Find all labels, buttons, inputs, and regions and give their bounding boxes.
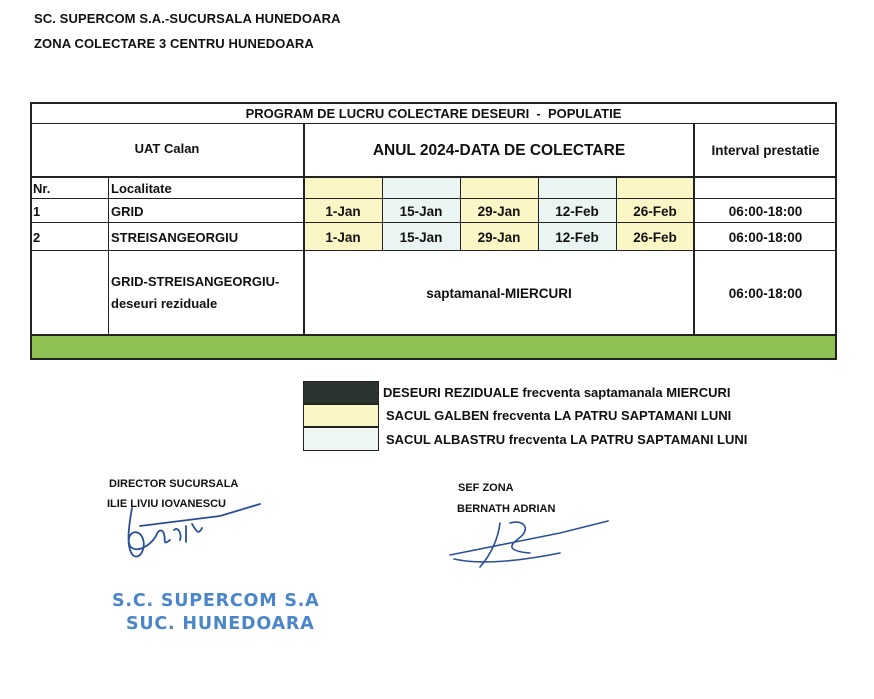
chief-name: BERNATH ADRIAN [457, 503, 556, 515]
legend-text-blue: SACUL ALBASTRU frecventa LA PATRU SAPTAMANI LUNI [386, 432, 748, 447]
director-title: DIRECTOR SUCURSALA [109, 478, 239, 490]
date-cell: 29-Jan [460, 223, 538, 251]
collection-schedule-table [30, 102, 837, 359]
grid-line [30, 222, 837, 223]
legend-swatch-blue [303, 427, 379, 451]
interval-label: Interval prestatie [711, 143, 820, 158]
col-localitate-header: Localitate [111, 180, 172, 196]
col-nr-header: Nr. [33, 180, 51, 196]
grid-line [30, 176, 837, 178]
date-cell: 1-Jan [304, 223, 382, 251]
grid-line [30, 102, 32, 360]
grid-line [108, 177, 109, 335]
row-localitate: GRID [111, 203, 144, 219]
residual-interval: 06:00-18:00 [728, 285, 803, 301]
date-cell: 29-Jan [460, 199, 538, 223]
date-cell: 1-Jan [304, 199, 382, 223]
chief-signature-icon [440, 515, 630, 580]
header-fill-blue [382, 177, 460, 199]
director-name: ILIE LIVIU IOVANESCU [107, 498, 226, 510]
uat-label: UAT Calan [134, 141, 200, 156]
date-cell: 15-Jan [382, 223, 460, 251]
grid-line [303, 124, 305, 335]
company-name: SC. SUPERCOM S.A.-SUCURSALA HUNEDOARA [34, 11, 341, 26]
row-interval: 06:00-18:00 [728, 203, 803, 219]
grid-line [30, 198, 837, 199]
grid-line [30, 123, 837, 124]
header-fill-yellow [460, 177, 538, 199]
zone-name: ZONA COLECTARE 3 CENTRU HUNEDOARA [34, 36, 314, 51]
residual-localitate-line1: GRID-STREISANGEORGIU- [111, 274, 280, 289]
row-localitate: STREISANGEORGIU [111, 229, 239, 245]
date-cell: 26-Feb [616, 199, 694, 223]
grid-line [693, 124, 695, 335]
header-fill-yellow [616, 177, 694, 199]
legend-text-yellow: SACUL GALBEN frecventa LA PATRU SAPTAMANI LUNI [386, 408, 732, 423]
grid-line [30, 250, 837, 251]
legend-swatch-residual [303, 381, 379, 404]
header-fill-yellow [304, 177, 382, 199]
row-interval: 06:00-18:00 [728, 229, 803, 245]
grid-line [538, 177, 539, 251]
legend-text-residual: DESEURI REZIDUALE frecventa saptamanala MIERCURI [383, 385, 731, 400]
date-cell: 26-Feb [616, 223, 694, 251]
grid-line [835, 102, 837, 360]
year-label: ANUL 2024-DATA DE COLECTARE [372, 141, 626, 159]
row-nr: 2 [33, 229, 41, 245]
grid-line [616, 177, 617, 251]
grid-line [460, 177, 461, 251]
row-nr: 1 [33, 203, 41, 219]
grid-line [30, 102, 837, 104]
table-title-text: PROGRAM DE LUCRU COLECTARE DESEURI - POPULATIE [245, 105, 622, 121]
date-cell: 15-Jan [382, 199, 460, 223]
chief-title: SEF ZONA [458, 482, 514, 494]
legend-swatch-yellow [303, 404, 379, 427]
header-fill-blue [538, 177, 616, 199]
stamp-line1: S.C. SUPERCOM S.A [112, 591, 320, 611]
table-title [30, 102, 837, 124]
residual-localitate [108, 251, 304, 335]
grid-line [382, 177, 383, 251]
director-signature-icon [100, 490, 280, 575]
green-bar [30, 335, 837, 359]
stamp-line2: SUC. HUNEDOARA [126, 614, 315, 634]
residual-localitate-line2: deseuri reziduale [111, 296, 218, 311]
grid-line [30, 334, 837, 336]
grid-line [30, 358, 837, 360]
date-cell: 12-Feb [538, 223, 616, 251]
residual-schedule: saptamanal-MIERCURI [426, 285, 572, 301]
date-cell: 12-Feb [538, 199, 616, 223]
